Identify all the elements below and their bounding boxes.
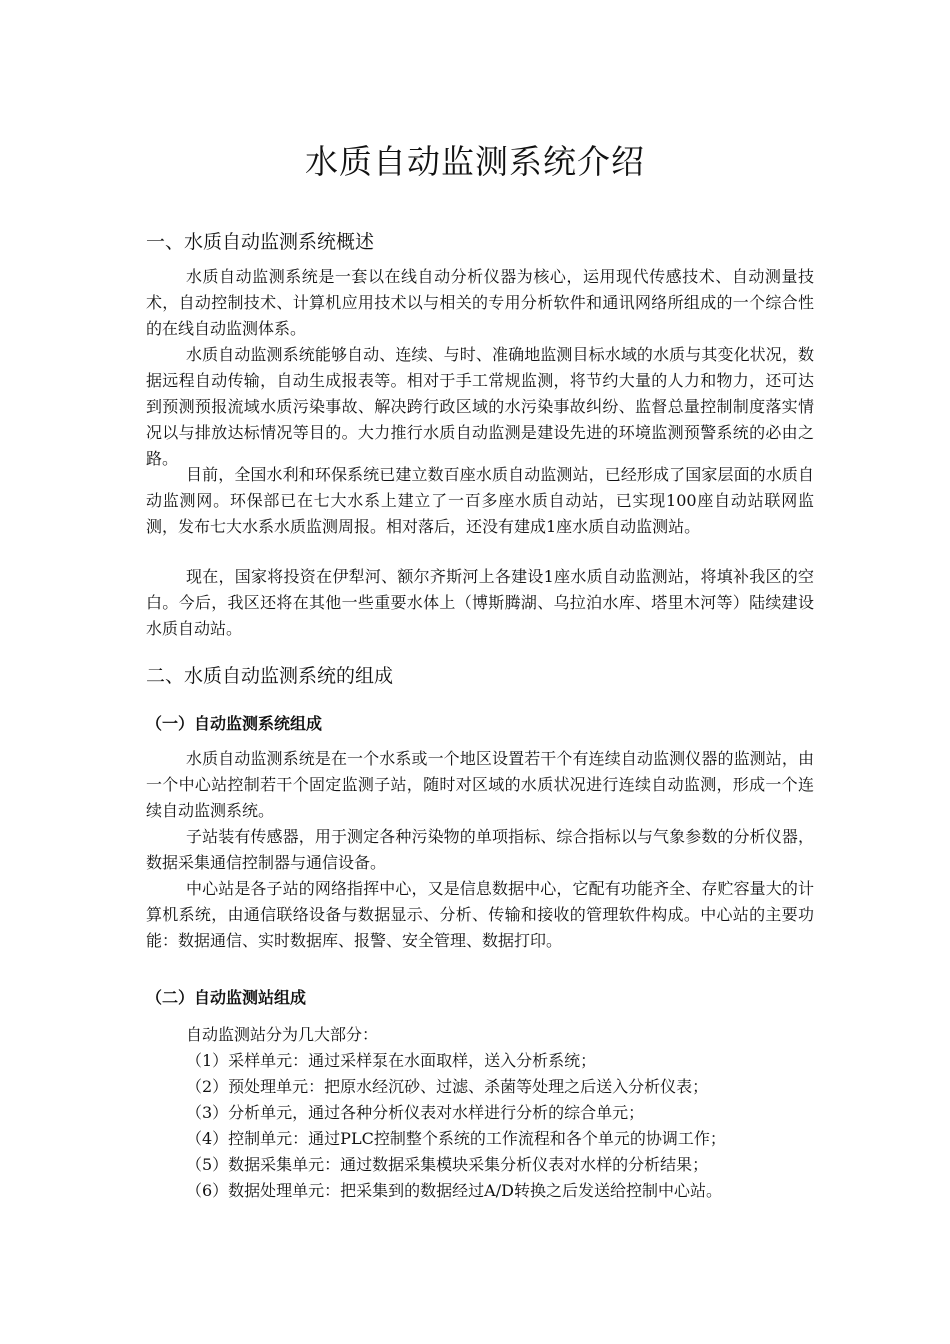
list-intro: 自动监测站分为几大部分： <box>186 1025 379 1044</box>
paragraph: 现在，国家将投资在伊犁河、额尔齐斯河上各建设1座水质自动监测站，将填补我区的空白。今后，我区还将在其他一些重要水体上（博斯腾湖、乌拉泊水库、塔里木河等）陆续建设水质自动站。 <box>146 567 814 638</box>
paragraph: 水质自动监测系统能够自动、连续、与时、准确地监测目标水域的水质与其变化状况，数据远程自动传输，自动生成报表等。相对于手工常规监测，将节约大量的人力和物力，还可达到预测预报流域水质污染事故、解决跨行政区域的水污染事故纠纷、监督总量控制制度落实情况以与排放达标情况等目的。大力推行水质自动监测是建设先进的环境监测预警系统的必由之路。 <box>146 345 814 468</box>
list-item: （5）数据采集单元：通过数据采集模块采集分析仪表对水样的分析结果； <box>186 1155 709 1174</box>
paragraph: 目前，全国水利和环保系统已建立数百座水质自动监测站，已经形成了国家层面的水质自动监测网。环保部已在七大水系上建立了一百多座水质自动站，已实现100座自动站联网监测，发布七大水系水质监测周报。相对落后，还没有建成1座水质自动监测站。 <box>146 465 814 536</box>
subsection-heading-system: （一）自动监测系统组成 <box>146 714 323 733</box>
section-heading-overview: 一、水质自动监测系统概述 <box>146 231 375 253</box>
paragraph: 子站装有传感器，用于测定各种污染物的单项指标、综合指标以与气象参数的分析仪器，数据采集通信控制器与通信设备。 <box>146 827 814 872</box>
document-title: 水质自动监测系统介绍 <box>305 142 645 181</box>
paragraph: 水质自动监测系统是在一个水系或一个地区设置若干个有连续自动监测仪器的监测站，由一个中心站控制若干个固定监测子站，随时对区域的水质状况进行连续自动监测，形成一个连续自动监测系统。 <box>146 749 814 820</box>
paragraph: 中心站是各子站的网络指挥中心，又是信息数据中心，它配有功能齐全、存贮容量大的计算机系统，由通信联络设备与数据显示、分析、传输和接收的管理软件构成。中心站的主要功能：数据通信、实时数据库、报警、安全管理、数据打印。 <box>146 879 814 950</box>
section-heading-composition: 二、水质自动监测系统的组成 <box>146 665 394 687</box>
list-item: （2）预处理单元：把原水经沉砂、过滤、杀菌等处理之后送入分析仪表； <box>186 1077 709 1096</box>
list-item: （6）数据处理单元：把采集到的数据经过A/D转换之后发送给控制中心站。 <box>186 1181 722 1200</box>
list-item: （1）采样单元：通过采样泵在水面取样，送入分析系统； <box>186 1051 597 1070</box>
list-item: （3）分析单元，通过各种分析仪表对水样进行分析的综合单元； <box>186 1103 645 1122</box>
list-item: （4）控制单元：通过PLC控制整个系统的工作流程和各个单元的协调工作； <box>186 1129 726 1148</box>
paragraph: 水质自动监测系统是一套以在线自动分析仪器为核心，运用现代传感技术、自动测量技术，自动控制技术、计算机应用技术以与相关的专用分析软件和通讯网络所组成的一个综合性的在线自动监测体系。 <box>146 267 814 338</box>
subsection-heading-station: （二）自动监测站组成 <box>146 988 307 1007</box>
